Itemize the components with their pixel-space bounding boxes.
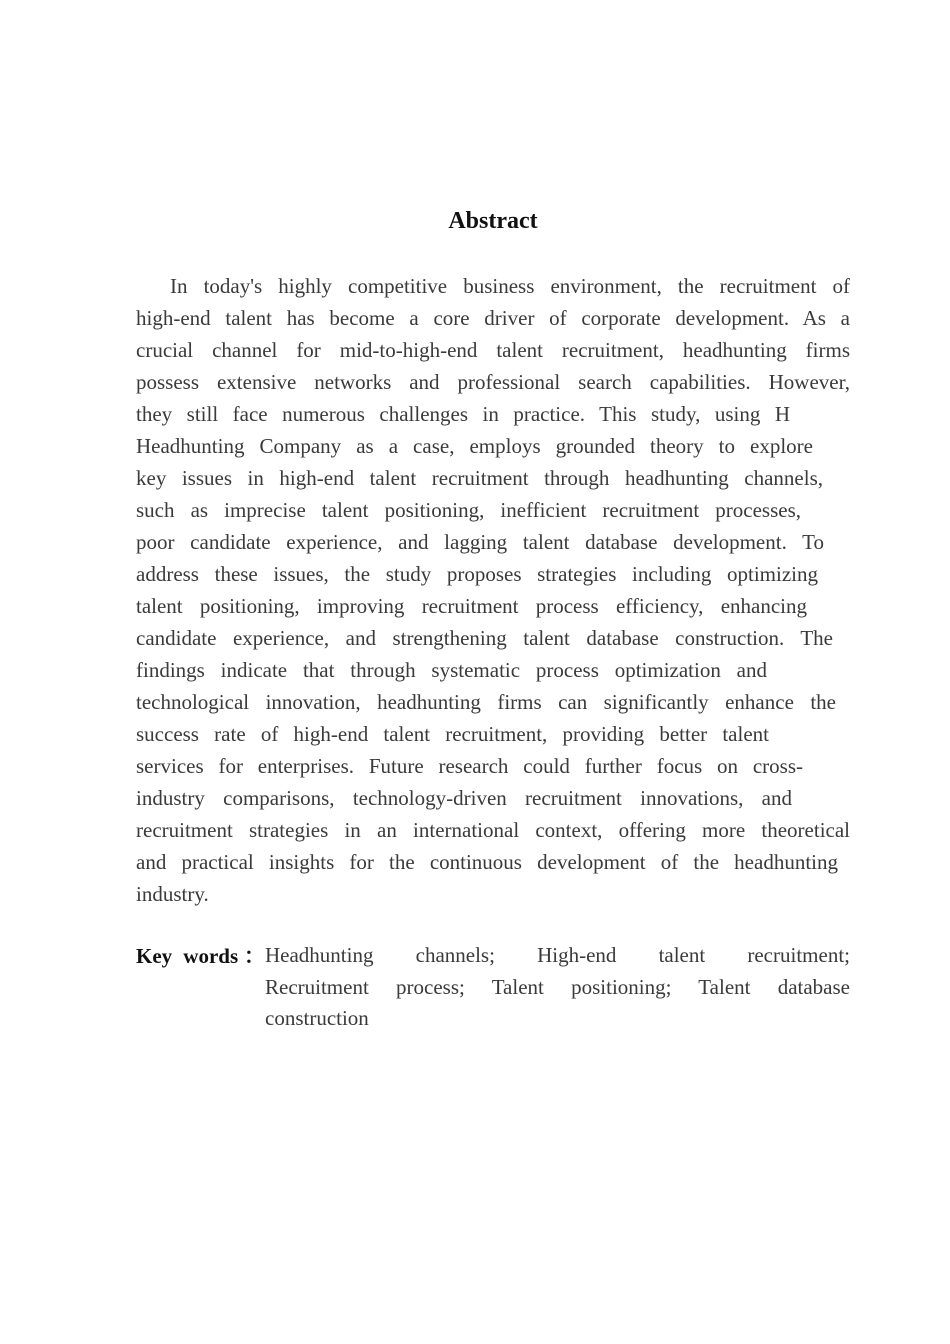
abstract-line: success rate of high-end talent recruitment, providing better talent [136, 722, 769, 746]
abstract-line: In today's highly competitive business environment, the recruitment of [170, 274, 850, 298]
abstract-line: they still face numerous challenges in practice. This study, using H [136, 402, 790, 426]
abstract-line: key issues in high-end talent recruitment through headhunting channels, [136, 466, 823, 490]
keywords-line: Recruitment process; Talent positioning; Talent database [265, 974, 850, 999]
keywords-line: Headhunting channels; High-end talent recruitment; [265, 943, 850, 967]
abstract-line: findings indicate that through systematic process optimization and [136, 658, 767, 682]
abstract-line: poor candidate experience, and lagging talent database development. To [136, 530, 824, 554]
abstract-body [136, 270, 850, 910]
abstract-line: recruitment strategies in an international context, offering more theoretical [136, 818, 850, 842]
abstract-line: and practical insights for the continuous development of the headhunting [136, 850, 838, 874]
abstract-line: industry. [136, 882, 209, 906]
abstract-line: address these issues, the study proposes strategies including optimizing [136, 562, 818, 586]
abstract-line: possess extensive networks and professional search capabilities. However, [136, 370, 850, 394]
abstract-line: services for enterprises. Future research could further focus on cross- [136, 754, 803, 778]
abstract-line: crucial channel for mid-to-high-end talent recruitment, headhunting firms [136, 338, 850, 362]
abstract-title: Abstract [448, 208, 538, 234]
abstract-line: high-end talent has become a core driver of corporate development. As a [136, 306, 850, 330]
abstract-line: Headhunting Company as a case, employs grounded theory to explore [136, 434, 813, 458]
abstract-line: candidate experience, and strengthening talent database construction. The [136, 626, 833, 650]
abstract-line: industry comparisons, technology-driven recruitment innovations, and [136, 786, 792, 810]
abstract-line: such as imprecise talent positioning, inefficient recruitment processes, [136, 498, 801, 522]
keywords-line: construction [265, 1006, 369, 1030]
abstract-line: technological innovation, headhunting firms can significantly enhance the [136, 690, 836, 714]
abstract-line: talent positioning, improving recruitment process efficiency, enhancing [136, 594, 807, 618]
keywords-label: Key words： [136, 944, 265, 968]
keywords-list [265, 940, 850, 1035]
